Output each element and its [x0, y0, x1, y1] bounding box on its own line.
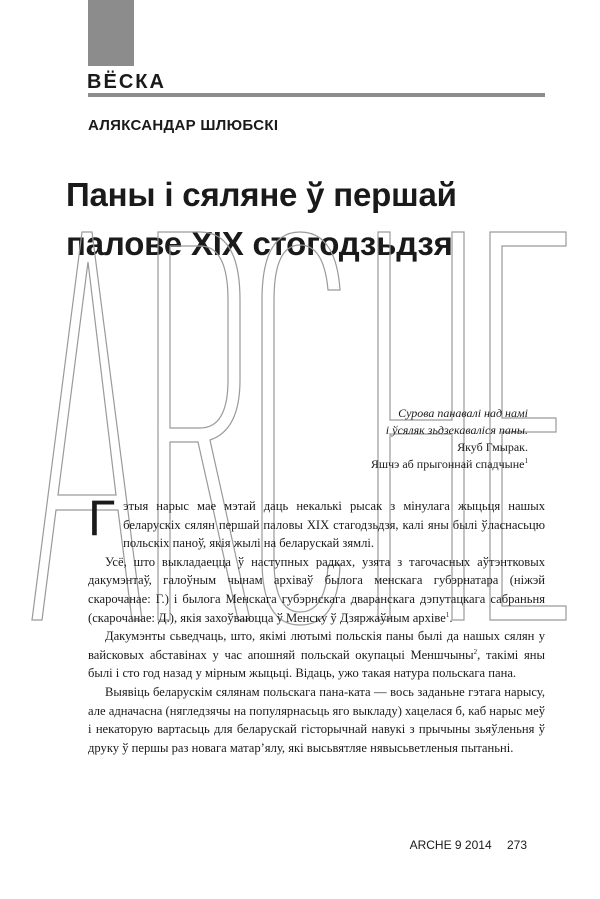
- epigraph-line-1: Сурова панавалі над намі: [398, 406, 528, 420]
- body-paragraph-1-text: этыя нарыс мае мэтай даць некалькі рысак з мінулага жыцьця нашых беларускіх сялян першай паловы XIX стагодзьдзя, калі яны былі ўласнасьцю польскіх паноў, якія жылі на беларускай зямлі.: [123, 499, 545, 551]
- epigraph-source-text: Яшчэ аб прыгоннай спадчыне: [370, 457, 525, 471]
- body-paragraph-3: [88, 627, 545, 683]
- body-paragraph-3-text-b: , такімі яны былі і сто год назад у мірным жыцьці. Відаць, ужо такая натура польскага пана.: [88, 647, 545, 681]
- page-footer: [410, 838, 527, 852]
- body-paragraph-1: [88, 490, 545, 553]
- section-divider: [88, 93, 545, 97]
- article-body: [88, 490, 545, 757]
- body-paragraph-3-text-a: Дакумэнты сьведчаць, што, якімі лютымі польскія паны былі да нашых сялян у вайсковых абставінах у час апошняй польскай окупацыі Меншчыны: [88, 629, 545, 662]
- section-name: ВЁСКА: [87, 71, 166, 93]
- body-paragraph-4-text: Выявіць беларускім сялянам польскага пана-ката — вось заданьне гэтага нарысу, але адначасна (нягледзячы на популярнасьць яго выкладу) хацелася б, каб нарыс меў і некаторую вартасьць для беларускай гісторычнай навукі з прычыны зьяўленьня ў друку ў першы раз новага матар’ялу, які высьвятляе нявысьветленыя пытаньні.: [88, 684, 545, 755]
- body-paragraph-2-text: Усё, што выкладаецца ў наступных радках, узята з тагочасных аўтэнтковых дакумэнтаў, галоўным чынам архіваў былога менскага губэрнатара (ніжэй скарочанае: Г.) і былога Менскага губэрнскага дваранскага дэпутацкага сабраньня (скарочанае: Д.), якія захоўваюцца ў Менску ў Дзяржаўным архіве: [88, 554, 545, 625]
- epigraph-author: Якуб Гмырак.: [457, 440, 528, 454]
- epigraph-line-2: і ўсяляк зьдзекаваліся паны.: [385, 423, 528, 437]
- title-line-1: Паны і сяляне ў першай: [66, 176, 457, 213]
- body-paragraph-2: Усё, што выкладаецца ў наступных радках, узята з тагочасных аўтэнтковых дакумэнтаў, галоўным чынам архіваў былога менскага губэрнатара (ніжэй скарочанае: Г.) і былога Менскага губэрнскага дваранскага дэпутацкага сабраньня (скарочанае: Д.), якія захоўваюцца ў Менску ў Дзяржаўным архіве$^1$.: [88, 554, 545, 625]
- drop-cap: Г: [88, 490, 116, 546]
- section-color-tab: [88, 0, 134, 66]
- page-number: 273: [506, 838, 527, 852]
- title-line-2: палове XIX стогодзьдзя: [66, 225, 453, 262]
- footnote-mark-2: 2: [473, 647, 478, 656]
- article-title: [66, 170, 546, 268]
- article-author: АЛЯКСАНДАР ШЛЮБСКІ: [88, 117, 279, 134]
- body-paragraph-4: [88, 683, 545, 757]
- epigraph: [371, 405, 528, 473]
- epigraph-source: [371, 456, 528, 473]
- footnote-mark-1: 1: [445, 610, 450, 619]
- journal-issue: ARCHE 9 2014: [409, 838, 492, 852]
- epigraph-footnote-mark: 1: [524, 457, 528, 465]
